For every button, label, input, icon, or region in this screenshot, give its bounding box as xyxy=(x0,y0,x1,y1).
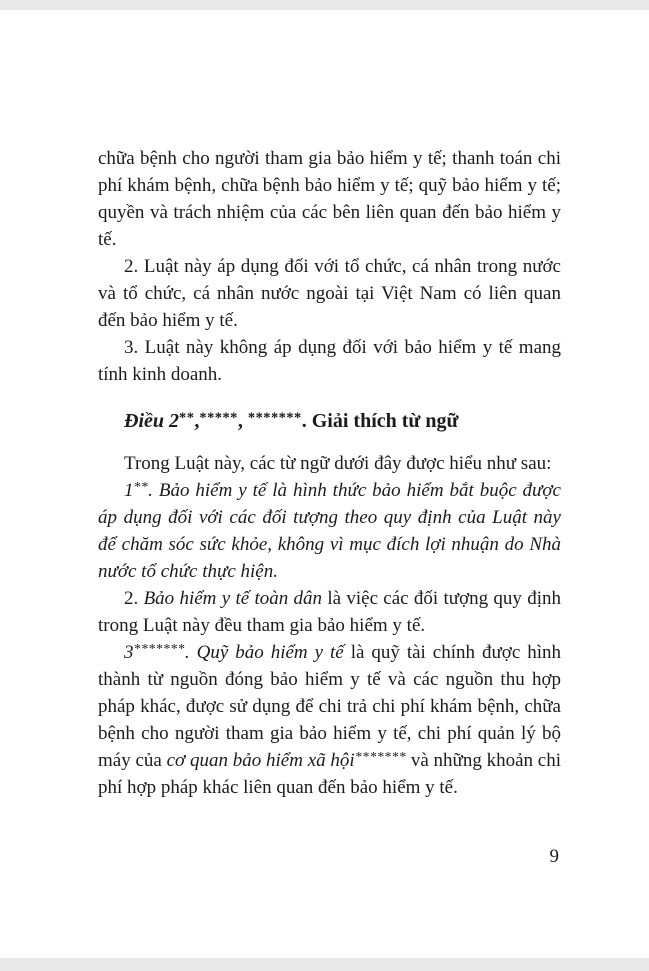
section-heading xyxy=(98,407,561,436)
text-run: chữa bệnh cho người tham gia bảo hiểm y tế; thanh toán chi phí khám bệnh, chữa bệnh bảo hiểm y tế; quỹ bảo hiểm y tế; quyền và trách nhiệm của các bên liên quan đến bảo hiểm y tế. xyxy=(98,148,561,250)
paragraph xyxy=(98,450,561,477)
text-run: 3 xyxy=(124,642,134,663)
text-run: và những khoản chi phí hợp pháp khác liên quan đến bảo hiểm y tế. xyxy=(98,750,561,798)
text-run: Quỹ bảo hiểm y tế xyxy=(196,642,344,663)
text-run: là việc các đối tượng quy định trong Luật này đều tham gia bảo hiểm y tế. xyxy=(98,588,562,636)
paragraph xyxy=(98,145,561,253)
paragraph xyxy=(98,334,561,388)
paragraph xyxy=(98,639,561,801)
paragraph xyxy=(98,477,561,585)
text-run: ******* xyxy=(247,409,302,426)
text-run: . Giải thích từ ngữ xyxy=(301,410,459,432)
text-run: 2. Luật này áp dụng đối với tổ chức, cá nhân trong nước và tổ chức, cá nhân nước ngoài tại Việt Nam có liên quan đến bảo hiểm y tế. xyxy=(98,256,561,331)
text-run: , xyxy=(194,410,200,432)
text-run: là quỹ tài chính được hình thành từ nguồn đóng bảo hiểm y tế và các nguồn thu hợp pháp khác, được sử dụng để chi trả chi phí khám bệnh, chữa bệnh cho người tham gia bảo hiểm y tế, chi phí quản lý bộ máy của xyxy=(98,642,562,771)
viewer-bottom-edge xyxy=(0,958,649,971)
text-run: cơ quan bảo hiểm xã hội xyxy=(166,750,355,771)
text-run: ** xyxy=(179,409,195,426)
text-run: . Bảo hiểm y tế là hình thức bảo hiểm bắt buộc được áp dụng đối với các đối tượng theo quy định của Luật này để chăm sóc sức khỏe, không vì mục đích lợi nhuận do Nhà nước tổ chức thực hiện. xyxy=(98,480,561,582)
paragraph xyxy=(98,585,561,639)
text-run: ******* xyxy=(133,641,185,657)
page-number: 9 xyxy=(549,846,559,867)
text-run: Trong Luật này, các từ ngữ dưới đây được hiểu như sau: xyxy=(124,453,552,474)
text-run: 2. xyxy=(124,588,144,609)
viewer-top-edge xyxy=(0,0,649,10)
text-run: Điều 2 xyxy=(124,410,179,432)
text-run: . xyxy=(184,642,197,663)
text-run: , xyxy=(237,410,248,432)
text-run: 3. Luật này không áp dụng đối với bảo hiểm y tế mang tính kinh doanh. xyxy=(98,337,561,385)
text-column xyxy=(98,145,562,867)
paragraph xyxy=(98,253,561,334)
text-run: 1 xyxy=(124,480,134,501)
text-run: Bảo hiểm y tế toàn dân xyxy=(143,588,323,609)
text-run: ** xyxy=(133,479,149,495)
text-run: ***** xyxy=(199,409,238,426)
text-run: ******* xyxy=(354,749,407,765)
